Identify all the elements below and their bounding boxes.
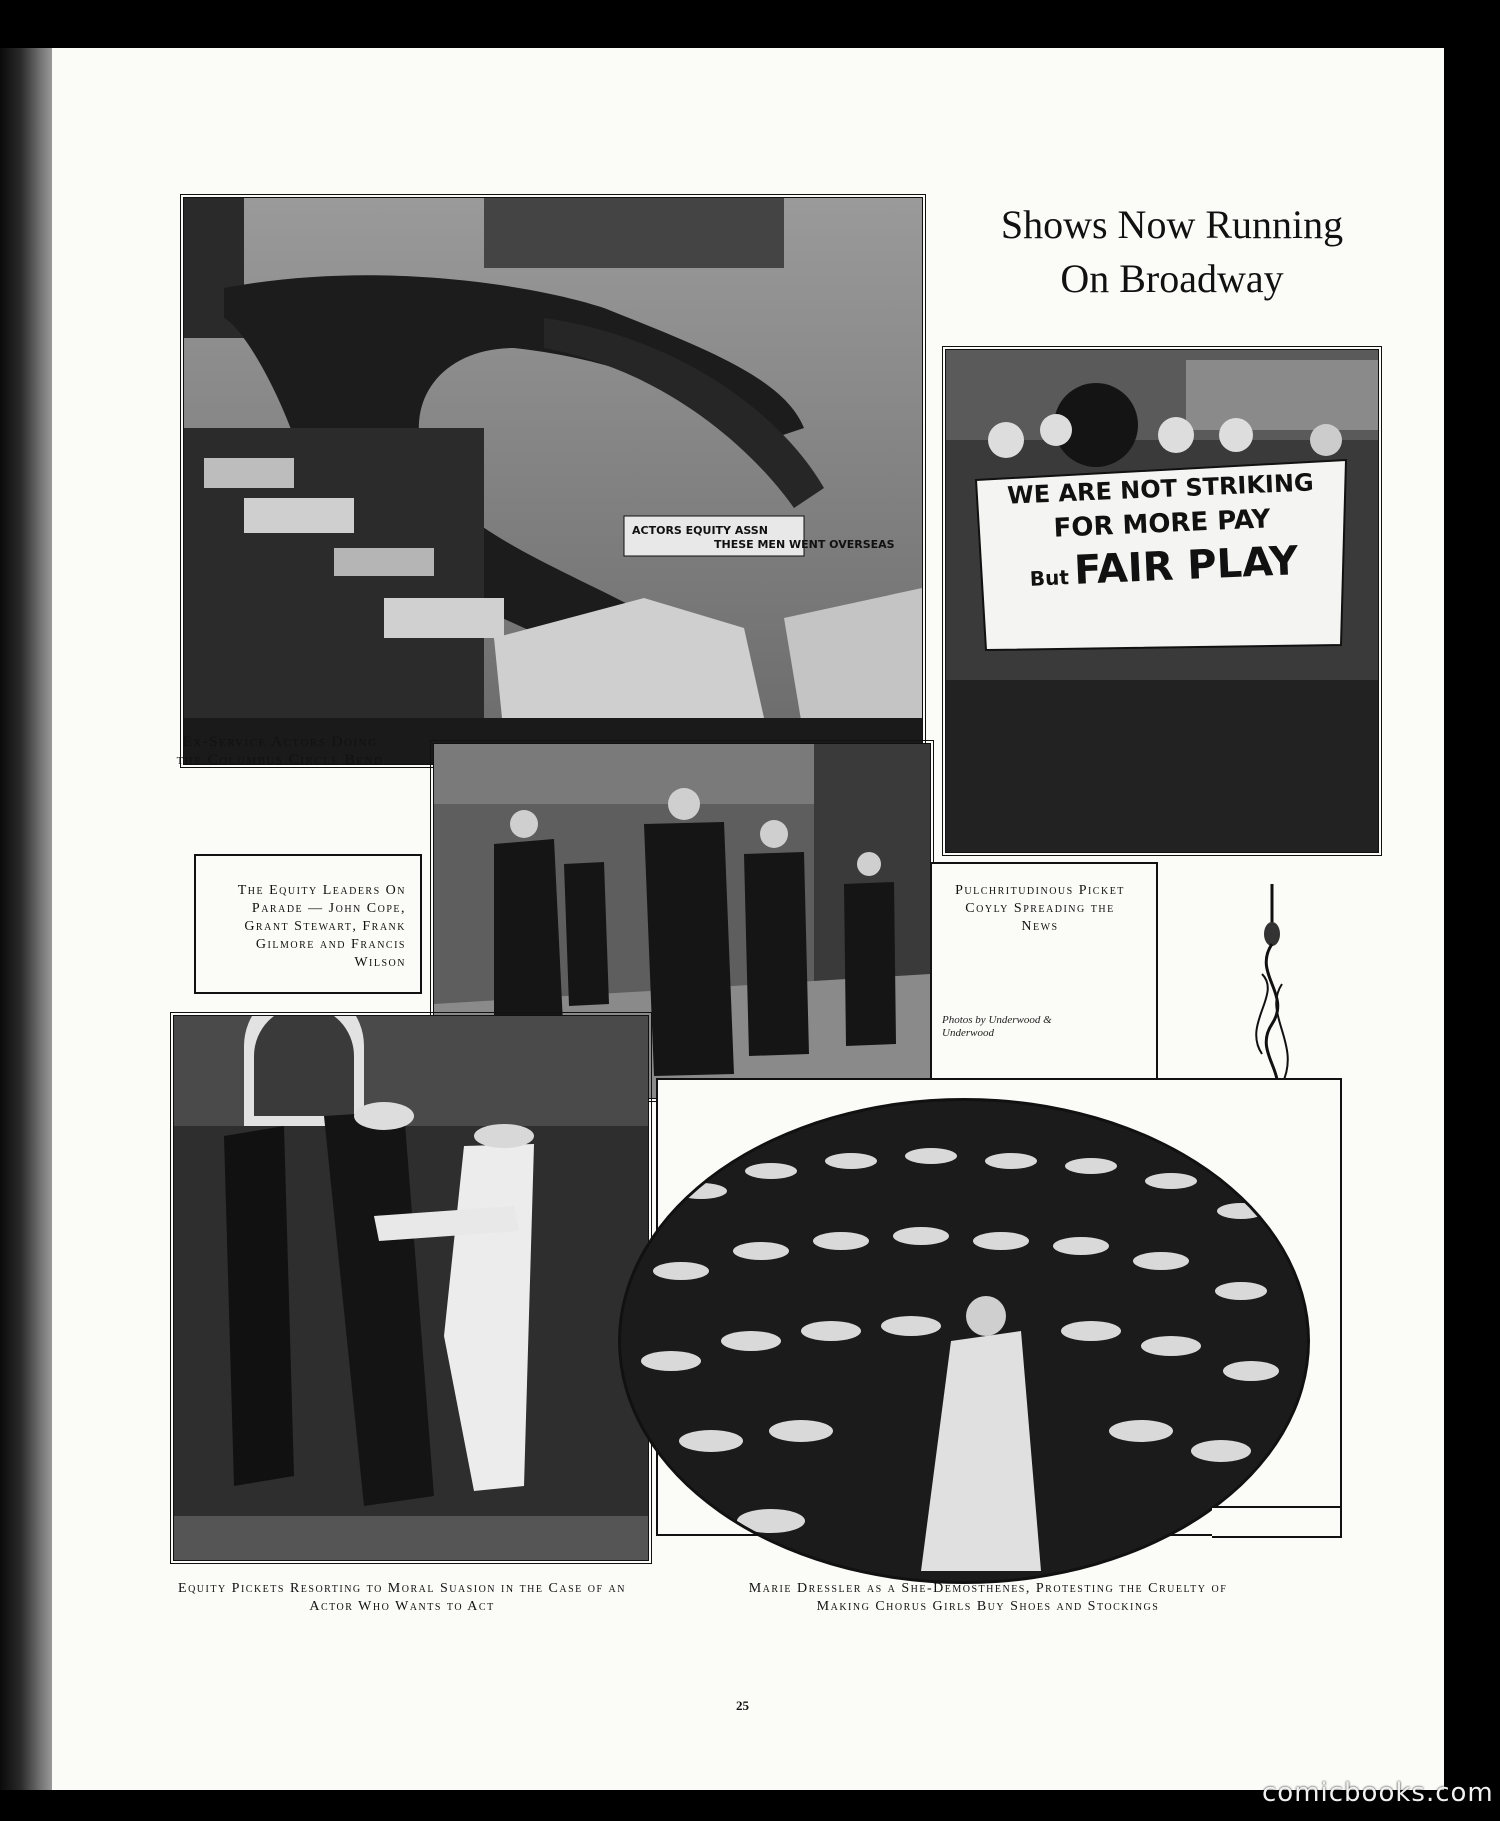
watermark-logo: comicbooks.com (1262, 1778, 1494, 1808)
caption-moral-suasion: Equity Pickets Resorting to Moral Suasion in the Case of an Actor Who Wants to Act (178, 1581, 626, 1614)
page-number: 25 (736, 1698, 749, 1713)
page-title-line1: Shows Now Running (1000, 202, 1344, 247)
magazine-page (52, 48, 1444, 1790)
photo-credit: Photos by Underwood & Underwood (942, 1014, 1052, 1039)
page-title (932, 198, 1412, 306)
caption-rule-box (1212, 1506, 1342, 1538)
caption-equity-leaders: The Equity Leaders On Parade — John Cope, Grant Stewart, Frank Gilmore and Francis Wilson (237, 883, 406, 970)
caption-columbus-circle: Ex-Service Actors Doing the Columbus Circle Bend (176, 734, 384, 768)
parade-sign-right: THESE MEN WENT OVERSEAS (714, 538, 895, 551)
photo-fair-play-banner (942, 346, 1382, 856)
photo-moral-suasion (170, 1012, 652, 1564)
banner-line2: FOR MORE PAY (1052, 504, 1271, 544)
strike-banner (987, 465, 1337, 608)
banner-but: But (1029, 565, 1070, 591)
caption-box-equity-leaders (194, 854, 422, 994)
binding-edge (0, 48, 52, 1790)
scan-margin (1444, 40, 1500, 1821)
photo-columbus-circle-parade (180, 194, 926, 768)
caption-box-picket (930, 862, 1158, 1082)
caption-marie-dressler: Marie Dressler as a She-Demosthenes, Protesting the Cruelty of Making Chorus Girls Buy Shoes and Stockings (748, 1581, 1228, 1614)
parade-sign-left: ACTORS EQUITY ASSN (632, 524, 768, 537)
banner-fair-play: FAIR PLAY (1073, 538, 1300, 594)
banner-line1: WE ARE NOT STRIKING (1006, 468, 1315, 510)
page-title-line2: On Broadway (1060, 256, 1284, 301)
caption-picket-coyly: Pulchritudinous Picket Coyly Spreading the News (955, 883, 1125, 934)
photo-marie-dressler-crowd (618, 1098, 1310, 1584)
